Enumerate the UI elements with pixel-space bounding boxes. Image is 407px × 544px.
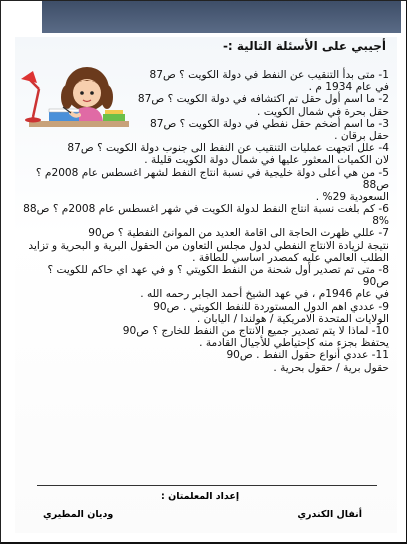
- text-line: 8- متى تم تصدير أول شحنة من النفط الكويتي ؟ و في عهد اي حاكم للكويت ؟: [47, 264, 389, 276]
- page-heading: أجيبي على الأسئلة التالية :-: [222, 39, 386, 53]
- text-line: 1- متى بدأ التنقيب عن النفط في دولة الكويت ؟ ص87: [149, 69, 389, 81]
- text-line: الولايات المتحدة الامريكية / هولندا / اليابان .: [196, 312, 389, 325]
- text-line: 8%: [372, 215, 389, 228]
- text-line: السعودية 29% .: [315, 190, 389, 203]
- teacher-name-right: أنفال الكندري: [297, 509, 362, 520]
- header-banner: [42, 1, 401, 33]
- text-line: 4- علل اتجهت عمليات التنقيب عن النفط الى جنوب دولة الكويت ؟ ص87: [67, 142, 389, 155]
- text-line: 5- من هي أعلى دولة خليجية في نسبة انتاج النفط لشهر اغسطس عام 2008م ؟: [35, 166, 389, 179]
- questions-answers: [17, 69, 389, 374]
- text-line: 6- كم بلغت نسبة انتاج النفط لدولة الكويت في شهر اغسطس عام 2008م ؟ ص88: [23, 203, 389, 216]
- footer-title: إعداد المعلمتان :: [161, 491, 240, 502]
- text-line: ص90: [362, 276, 389, 289]
- text-line: يحتفظ بجزء منه كإحتياطي للأجيال القادمة .: [199, 337, 389, 350]
- text-line: حقل برقان .: [334, 129, 389, 142]
- text-line: 7- عللي ظهرت الحاجة الى اقامة العديد من الموانئ النفطية ؟ ص90: [88, 227, 389, 240]
- text-line: 3- ما اسم أضخم حقل نفطي في دولة الكويت ؟ ص87: [150, 117, 389, 130]
- text-line: الطلب العالمي عليه كمصدر اساسي للطاقة .: [192, 251, 389, 264]
- text-line: 11- عددي أنواع حقول النفط . ص90: [226, 349, 389, 362]
- text-line: 10- لماذا لا يتم تصدير جميع الانتاج من النفط للخارج ؟ ص90: [122, 324, 389, 337]
- text-line: نتيجة لزيادة الانتاج النفطي لدول مجلس التعاون من الحقول البرية و البحرية و تزايد: [28, 239, 389, 252]
- text-line: في عام 1946م ، في عهد الشيخ أحمد الجابر رحمه الله .: [140, 288, 389, 301]
- text-line: حقول برية / حقول بحرية .: [273, 361, 389, 374]
- text-line: لان الكميات المعثور عليها في شمال دولة الكويت قليلة .: [144, 154, 389, 167]
- text-line: 2- ما اسم أول حقل تم اكتشافه في دولة الكويت ؟ ص87: [137, 93, 389, 106]
- text-line: ص88: [362, 178, 389, 191]
- text-line: 9- عددي اهم الدول المستوردة للنفط الكويتي . ص90: [153, 300, 389, 313]
- footer-separator: [37, 485, 377, 486]
- text-line: في عام 1934 م .: [308, 81, 389, 94]
- text-line: حقل بحرة في شمال الكويت .: [257, 105, 389, 118]
- teacher-name-left: وديان المطيري: [43, 509, 114, 520]
